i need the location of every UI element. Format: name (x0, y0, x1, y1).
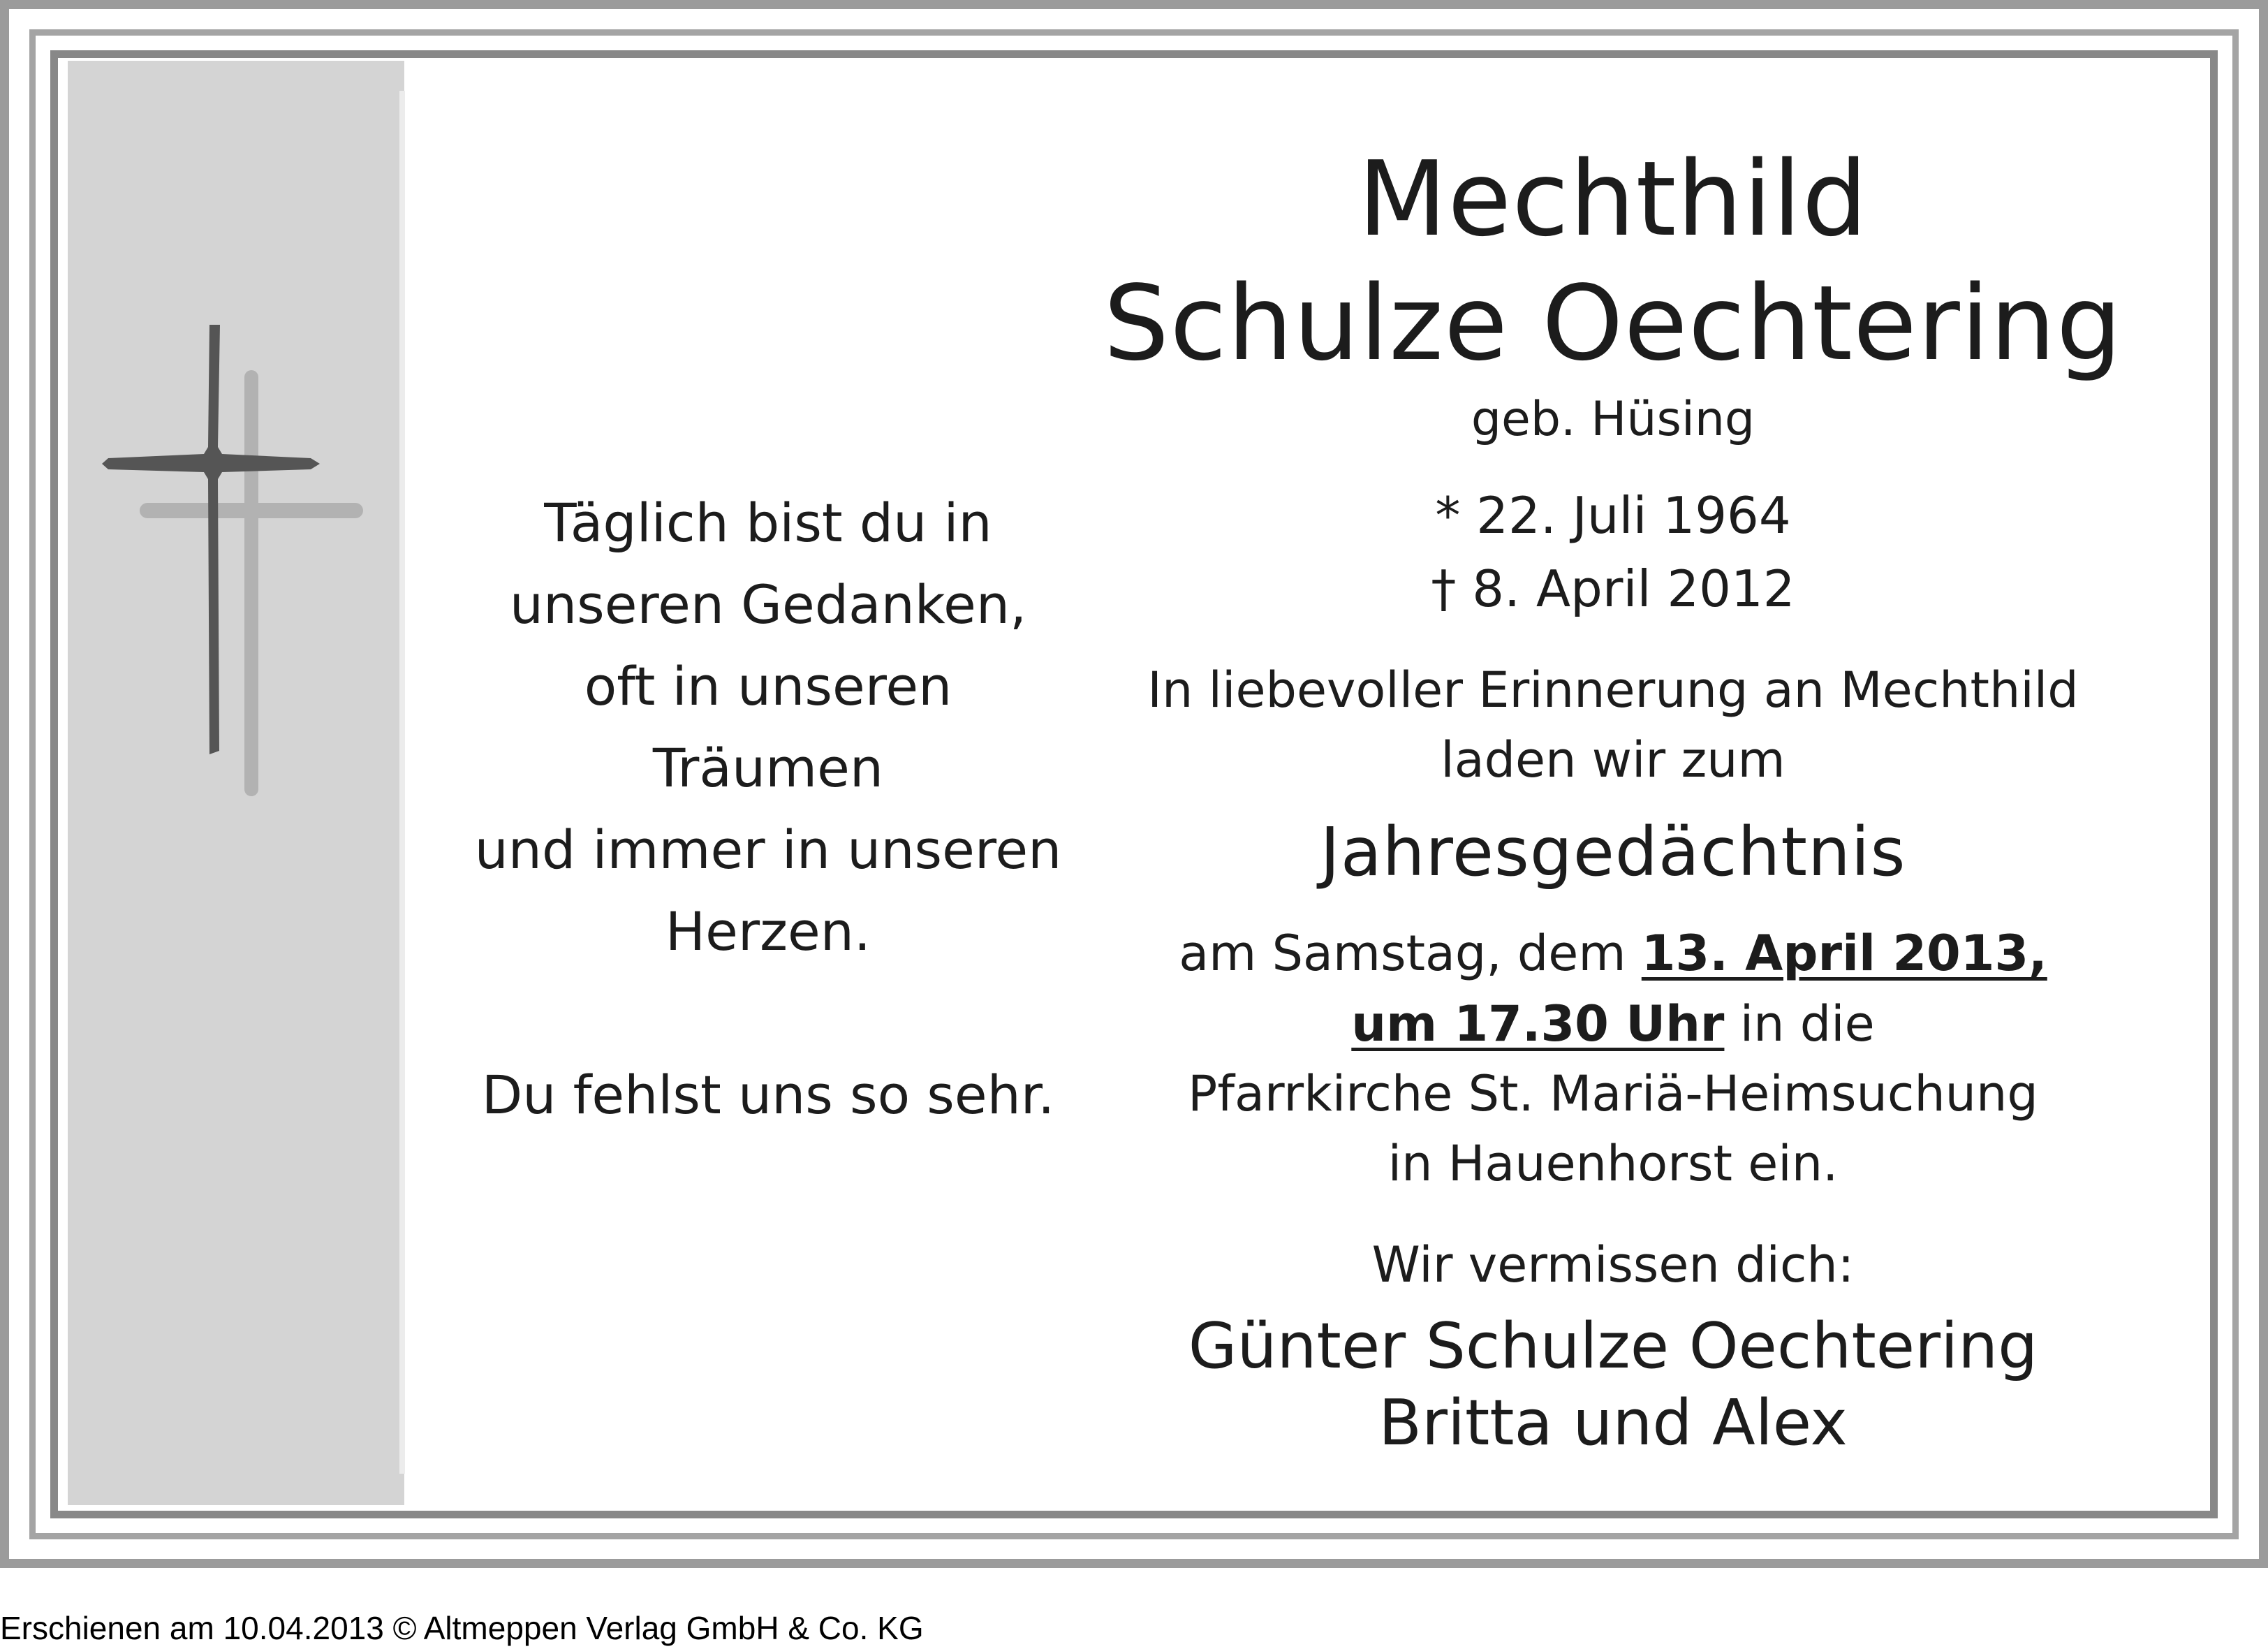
poem-line-4: Träumen (652, 737, 884, 799)
event-time: um 17.30 Uhr (1351, 995, 1725, 1053)
date-prefix: am Samstag, dem (1179, 925, 1642, 982)
intro-line-1: In liebevoller Erinnerung an Mechthild (1147, 661, 2079, 719)
sidebar-edge (399, 91, 405, 1474)
event-date: 13. April 2013, (1641, 925, 2047, 982)
maiden-name: geb. Hüsing (1471, 392, 1755, 447)
poem-line-2: unseren Gedanken, (509, 573, 1027, 636)
signature-line-2: Britta und Alex (1378, 1386, 1848, 1460)
event-time-line (1089, 990, 2137, 1057)
birth-date: * 22. Juli 1964 (1435, 486, 1791, 545)
time-suffix: in die (1724, 995, 1875, 1053)
missing-line: Wir vermissen dich: (1371, 1236, 1855, 1293)
deceased-first-name: Mechthild (1357, 139, 1869, 259)
publication-footer: Erschienen am 10.04.2013 © Altmeppen Verlag GmbH & Co. KG (0, 1610, 924, 1646)
poem-spacer (447, 972, 1089, 1054)
deceased-last-name: Schulze Oechtering (1103, 263, 2123, 383)
poem (447, 482, 1089, 1136)
intro-line-2: laden wir zum (1441, 731, 1785, 789)
cross-icon (98, 314, 377, 817)
death-date: † 8. April 2012 (1431, 559, 1795, 618)
poem-line-5: und immer in unseren (474, 819, 1062, 881)
poem-line-1: Täglich bist du in (544, 492, 992, 554)
church-name: Pfarrkirche St. Mariä-Heimsuchung (1188, 1065, 2038, 1122)
poem-closing: Du fehlst uns so sehr. (481, 1064, 1055, 1126)
event-date-line (1089, 920, 2137, 987)
event-title: Jahresgedächtnis (1320, 813, 1906, 891)
poem-line-6: Herzen. (665, 900, 871, 962)
church-location: in Hauenhorst ein. (1387, 1135, 1839, 1192)
signature-line-1: Günter Schulze Oechtering (1188, 1310, 2038, 1383)
poem-line-3: oft in unseren (584, 655, 952, 717)
